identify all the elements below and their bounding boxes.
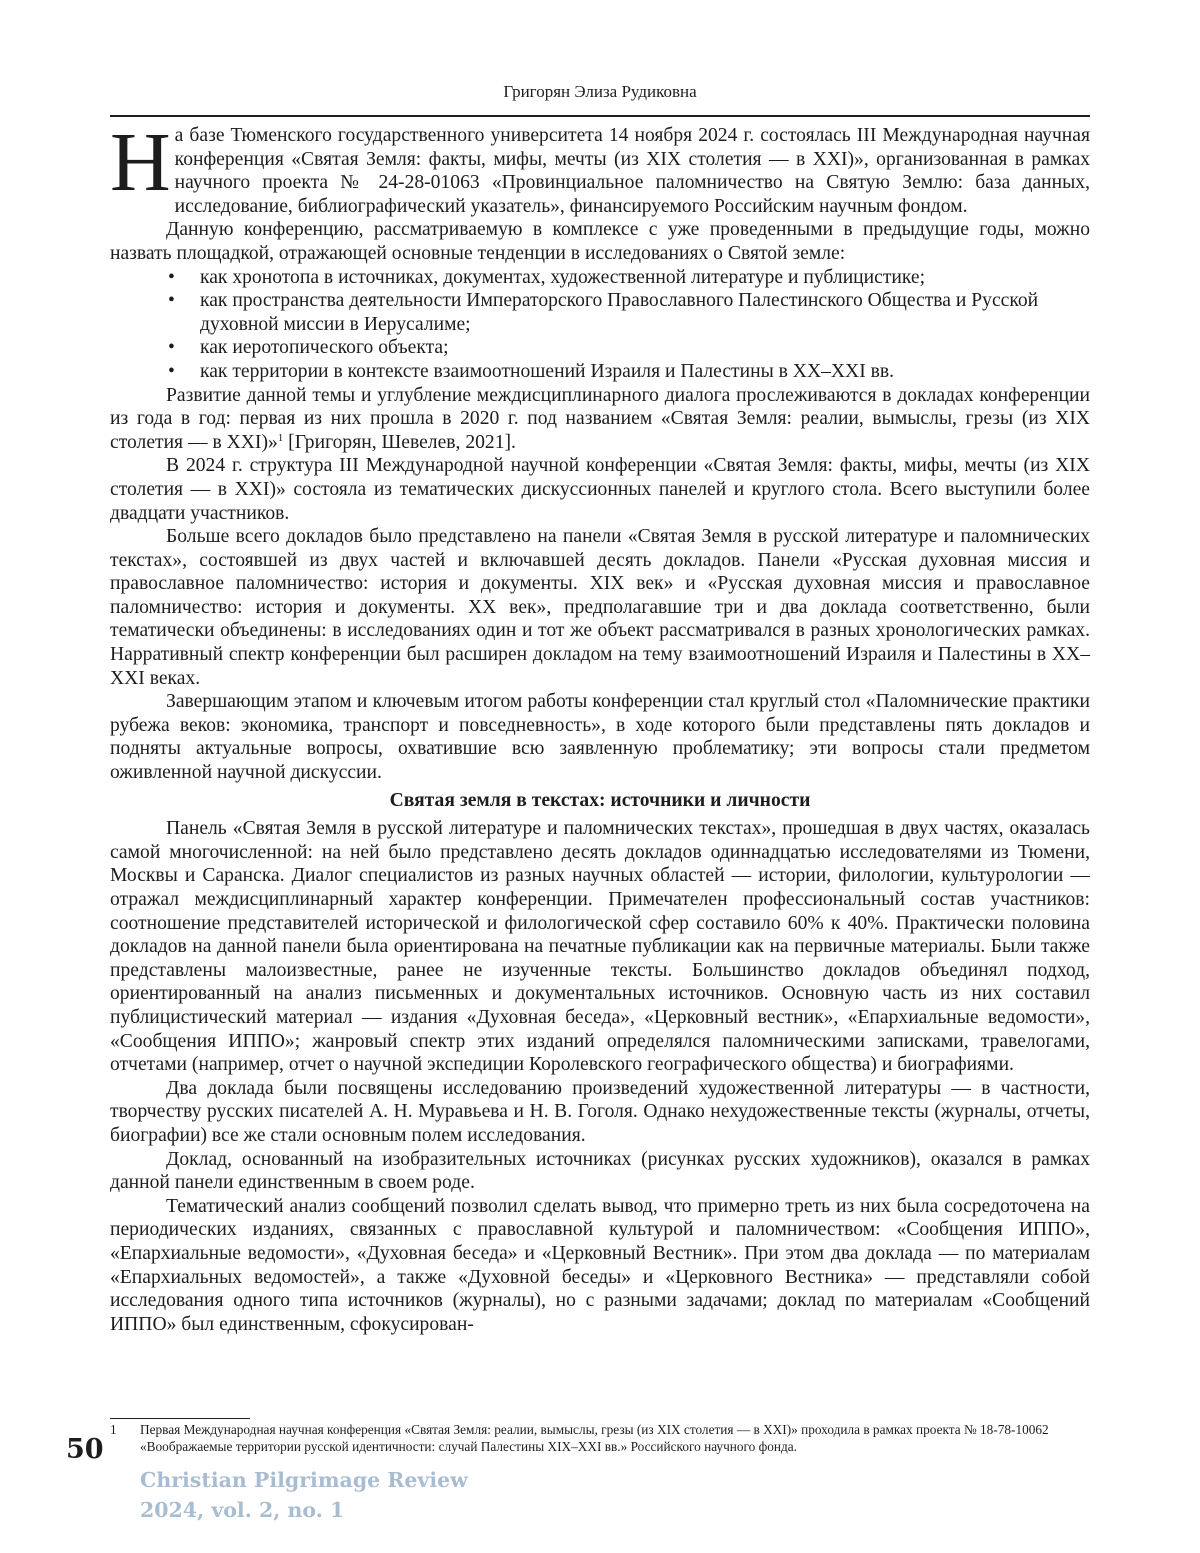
list-item-text: как хронотопа в источниках, документах, художественной литературе и публицистике; [200, 267, 925, 288]
list-item-text: как иеротопического объекта; [200, 337, 449, 358]
paragraph-6: Завершающим этапом и ключевым итогом работы конференции стал круглый стол «Паломнические практики рубежа веков: экономика, транспорт и повседневность», в ходе которого были представлены пять докладов и подняты актуальные вопросы, охватившие всю заявленную проблематику; эти вопросы стали предметом оживленной научной дискуссии. [110, 690, 1090, 784]
drop-cap: Н [110, 124, 171, 200]
journal-info [140, 1465, 468, 1525]
footnote-number: 1 [110, 1421, 117, 1438]
bullet-marker: • [168, 360, 175, 384]
paragraph-10: Тематический анализ сообщений позволил сделать вывод, что примерно треть из них была сосредоточена на периодических изданиях, связанных с православной культурой и паломничеством: «Сообщения ИППО», «Епархиальные ведомости», «Духовная беседа» и «Церковный Вестник». При этом два доклада — по материалам «Епархиальных ведомостей», а также «Духовной беседы» и «Церковного Вестника» — представляли собой исследования одного типа источников (журналы), но с разными задачами; доклад по материалам «Сообщений ИППО» был единственным, сфокусирован- [110, 1195, 1090, 1337]
intro-paragraph [110, 124, 1090, 218]
bullet-marker: • [168, 266, 175, 290]
footnote-rule [110, 1418, 250, 1419]
paragraph-9: Доклад, основанный на изобразительных источниках (рисунках русских художников), оказался в рамках данной панели единственным в своем роде. [110, 1148, 1090, 1195]
list-item [200, 266, 1090, 290]
intro-text: а базе Тюменского государственного университета 14 ноября 2024 г. состоялась III Международная научная конференция «Святая Земля: факты, мифы, мечты (из XIX столетия — в XXI)», организованная в рамках научного проекта № 24-28-01063 «Провинциальное паломничество на Святую Землю: база данных, исследование, библиографический указатель», финансируемого Российским научным фондом. [175, 125, 1090, 217]
list-item-text: как пространства деятельности Императорского Православного Палестинского Общества и Русской духовной миссии в Иерусалиме; [200, 290, 1038, 335]
article-body [110, 124, 1090, 1336]
journal-title: Christian Pilgrimage Review [140, 1465, 468, 1495]
citation: [Григорян, Шевелев, 2021]. [283, 432, 516, 453]
paragraph-3-text: Развитие данной темы и углубление междисциплинарного диалога прослеживаются в докладах конференции из года в год: первая из них прошла в 2020 г. под названием «Святая Земля: реалии, вымыслы, грезы (из XIX столетия — в XXI)» [110, 385, 1090, 453]
footnote [110, 1421, 1090, 1455]
footnote-reference[interactable]: 1 [278, 432, 284, 444]
list-item [200, 360, 1090, 384]
section-heading: Святая земля в текстах: источники и личности [110, 789, 1090, 813]
page-number: 50 [66, 1434, 104, 1465]
header-rule [110, 115, 1090, 117]
paragraph-7: Панель «Святая Земля в русской литературе и паломнических текстах», прошедшая в двух частях, оказалась самой многочисленной: на ней было представлено десять докладов одиннадцатью исследователями из Тюмени, Москвы и Саранска. Диалог специалистов из разных научных областей — истории, филологии, культурологии — отражал междисциплинарный характер конференции. Примечателен профессиональный состав участников: соотношение представителей исторической и филологической сфер составило 60% к 40%. Практически половина докладов на данной панели была ориентирована на печатные публикации как на первичные материалы. Были также представлены малоизвестные, ранее не изученные тексты. Большинство докладов объединял подход, ориентированный на анализ письменных и документальных источников. Основную часть из них составил публицистический материал — издания «Духовная беседа», «Церковный вестник», «Епархиальные ведомости», «Сообщения ИППО»; жанровый спектр этих изданий определялся паломническими записками, травелогами, отчетами (например, отчет о научной экспедиции Королевского географического общества) и биографиями. [110, 817, 1090, 1077]
paragraph-3 [110, 384, 1090, 455]
footnote-text: Первая Международная научная конференция «Святая Земля: реалии, вымыслы, грезы (из XIX столетия — в XXI)» проходила в рамках проекта № 18-78-10062 «Воображаемые территории русской идентичности: случай Палестины XIX–XXI вв.» Российского научного фонда. [140, 1421, 1090, 1455]
journal-issue: 2024, vol. 2, no. 1 [140, 1495, 468, 1525]
paragraph-5: Больше всего докладов было представлено на панели «Святая Земля в русской литературе и паломнических текстах», состоявшей из двух частей и включавшей десять докладов. Панели «Русская духовная миссия и православное паломничество: история и документы. XIX век» и «Русская духовная миссия и православное паломничество: история и документы. XX век», предполагавшие три и два доклада соответственно, были тематически объединены: в исследованиях один и тот же объект рассматривался в разных хронологических рамках. Нарративный спектр конференции был расширен докладом на тему взаимоотношений Израиля и Палестины в XX–XXI веках. [110, 525, 1090, 690]
bullet-marker: • [168, 289, 175, 313]
list-item [200, 289, 1090, 336]
paragraph-4: В 2024 г. структура III Международной научной конференции «Святая Земля: факты, мифы, мечты (из XIX столетия — в XXI)» состояла из тематических дискуссионных панелей и круглого стола. Всего выступили более двадцати участников. [110, 454, 1090, 525]
list-item [200, 336, 1090, 360]
paragraph-8: Два доклада были посвящены исследованию произведений художественной литературы — в частности, творчеству русских писателей А. Н. Муравьева и Н. В. Гоголя. Однако нехудожественные тексты (журналы, отчеты, биографии) все же стали основным полем исследования. [110, 1077, 1090, 1148]
running-header-author: Григорян Элиза Рудиковна [110, 82, 1090, 102]
list-item-text: как территории в контексте взаимоотношений Израиля и Палестины в XX–XXI вв. [200, 361, 894, 382]
bullet-list [110, 266, 1090, 384]
bullet-marker: • [168, 336, 175, 360]
paragraph-2: Данную конференцию, рассматриваемую в комплексе с уже проведенными в предыдущие годы, можно назвать площадкой, отражающей основные тенденции в исследованиях о Святой земле: [110, 218, 1090, 265]
